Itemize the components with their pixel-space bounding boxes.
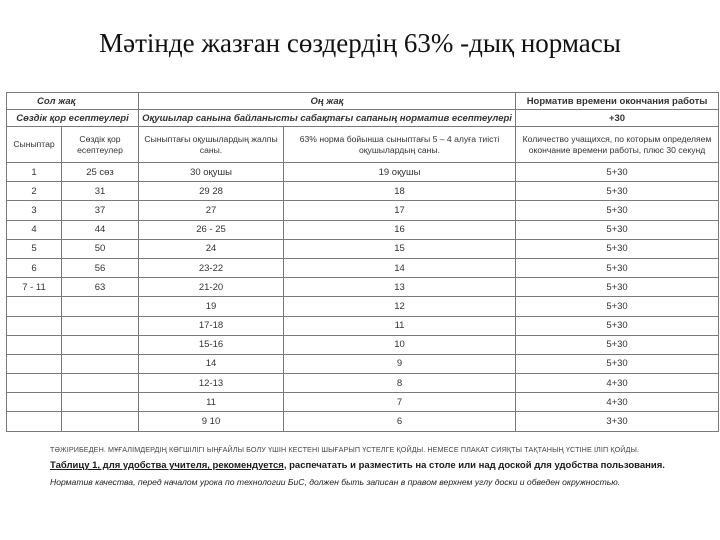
cell-total-students: 14 [139,354,284,373]
header-quality-norm-calc: Оқушылар санына байланысты сабақтағы сапаның норматив есептеулері [139,110,516,127]
cell-class [7,393,62,412]
cell-vocabulary [62,374,139,393]
cell-vocabulary [62,354,139,373]
cell-time: 5+30 [516,354,719,373]
table-row [7,374,719,393]
cell-total-students: 9 10 [139,412,284,431]
cell-time: 5+30 [516,335,719,354]
header-norm-time: Норматив времени окончания работы [516,93,719,110]
cell-class: 4 [7,220,62,239]
cell-time: 5+30 [516,316,719,335]
cell-total-students: 24 [139,239,284,258]
table-row [7,220,719,239]
cell-time: 5+30 [516,297,719,316]
cell-norm-students: 17 [284,201,516,220]
scanned-table-document [6,92,718,492]
cell-total-students: 30 оқушы [139,163,284,182]
cell-norm-students: 6 [284,412,516,431]
cell-class [7,297,62,316]
cell-norm-students: 11 [284,316,516,335]
table-row [7,163,719,182]
table-row [7,316,719,335]
cell-class: 3 [7,201,62,220]
cell-total-students: 23-22 [139,258,284,277]
header-left-side: Сол жақ [7,93,139,110]
table-row [7,412,719,431]
cell-norm-students: 8 [284,374,516,393]
cell-total-students: 15-16 [139,335,284,354]
cell-total-students: 27 [139,201,284,220]
cell-vocabulary: 56 [62,258,139,277]
cell-vocabulary [62,297,139,316]
header-row-1 [7,93,719,110]
note-table-recommendation-prefix: Таблицу 1, для удобства учителя, рекомендуется [50,460,284,471]
table-row [7,201,719,220]
cell-class: 7 - 11 [7,278,62,297]
cell-norm-students: 16 [284,220,516,239]
col-header-vocabulary: Сөздік қор есептеулер [62,127,139,163]
header-vocabulary-calc: Сөздік қор есептеулері [7,110,139,127]
cell-total-students: 17-18 [139,316,284,335]
cell-norm-students: 10 [284,335,516,354]
col-header-63-norm: 63% норма бойынша сыныптағы 5 – 4 алуға тиісті оқушылардың саны. [284,127,516,163]
cell-time: 5+30 [516,201,719,220]
cell-norm-students: 13 [284,278,516,297]
cell-vocabulary [62,412,139,431]
note-quality-norm: Норматив качества, перед началом урока по технологии БиС, должен быть записан в правом верхнем углу доски и обведен окружностью. [50,477,621,487]
cell-time: 5+30 [516,163,719,182]
cell-vocabulary: 63 [62,278,139,297]
cell-class [7,335,62,354]
cell-norm-students: 7 [284,393,516,412]
note-table-recommendation [50,460,720,471]
table-row [7,182,719,201]
cell-time: 5+30 [516,239,719,258]
cell-total-students: 29 28 [139,182,284,201]
cell-time: 5+30 [516,258,719,277]
header-row-3 [7,127,719,163]
cell-class [7,316,62,335]
cell-total-students: 11 [139,393,284,412]
cell-time: 5+30 [516,278,719,297]
note-table-recommendation-rest: , распечатать и разместить на столе или над доской для удобства пользования. [283,460,665,471]
note-kazakh: ТӘЖІРИБЕДЕН. МҰҒАЛІМДЕРДІҢ КӨГШІЛІГІ ЫҢҒАЙЛЫ БОЛУ ҮШІН КЕСТЕНІ ШЫҒАРЫП ҮСТЕЛГЕ ҚОЙДЫ. НЕМЕСЕ ПЛАКАТ СИЯҚТЫ ТАҚТАНЫҢ ҮСТІНЕ ІЛІП ҚОЙДЫ. [50,445,640,454]
cell-norm-students: 12 [284,297,516,316]
cell-time: 5+30 [516,182,719,201]
header-row-2 [7,110,719,127]
table-row [7,278,719,297]
col-header-total-students: Сыныптағы оқушылардың жалпы саны. [139,127,284,163]
header-plus-30: +30 [516,110,719,127]
cell-class: 2 [7,182,62,201]
cell-vocabulary: 31 [62,182,139,201]
cell-total-students: 21-20 [139,278,284,297]
cell-time: 4+30 [516,393,719,412]
cell-norm-students: 15 [284,239,516,258]
norm-table [6,92,719,432]
cell-total-students: 12-13 [139,374,284,393]
cell-time: 4+30 [516,374,719,393]
table-notes [50,445,720,487]
table-row [7,393,719,412]
cell-vocabulary [62,316,139,335]
table-row [7,297,719,316]
table-row [7,354,719,373]
col-header-classes: Сыныптар [7,127,62,163]
cell-class: 5 [7,239,62,258]
cell-total-students: 26 - 25 [139,220,284,239]
cell-total-students: 19 [139,297,284,316]
cell-norm-students: 19 оқушы [284,163,516,182]
cell-vocabulary: 50 [62,239,139,258]
table-body [7,163,719,432]
cell-vocabulary [62,393,139,412]
cell-time: 3+30 [516,412,719,431]
table-row [7,335,719,354]
cell-vocabulary: 25 сөз [62,163,139,182]
cell-vocabulary: 37 [62,201,139,220]
cell-vocabulary [62,335,139,354]
cell-norm-students: 18 [284,182,516,201]
cell-class [7,374,62,393]
page-title: Мәтінде жазған сөздердің 63% -дық нормасы [99,28,621,58]
cell-class [7,354,62,373]
cell-class: 6 [7,258,62,277]
cell-norm-students: 9 [284,354,516,373]
cell-vocabulary: 44 [62,220,139,239]
cell-time: 5+30 [516,220,719,239]
cell-class [7,412,62,431]
col-header-student-count-time: Количество учащихся, по которым определяем окончание времени работы, плюс 30 секунд [516,127,719,163]
header-right-side: Оң жақ [139,93,516,110]
table-row [7,258,719,277]
cell-norm-students: 14 [284,258,516,277]
cell-class: 1 [7,163,62,182]
table-row [7,239,719,258]
